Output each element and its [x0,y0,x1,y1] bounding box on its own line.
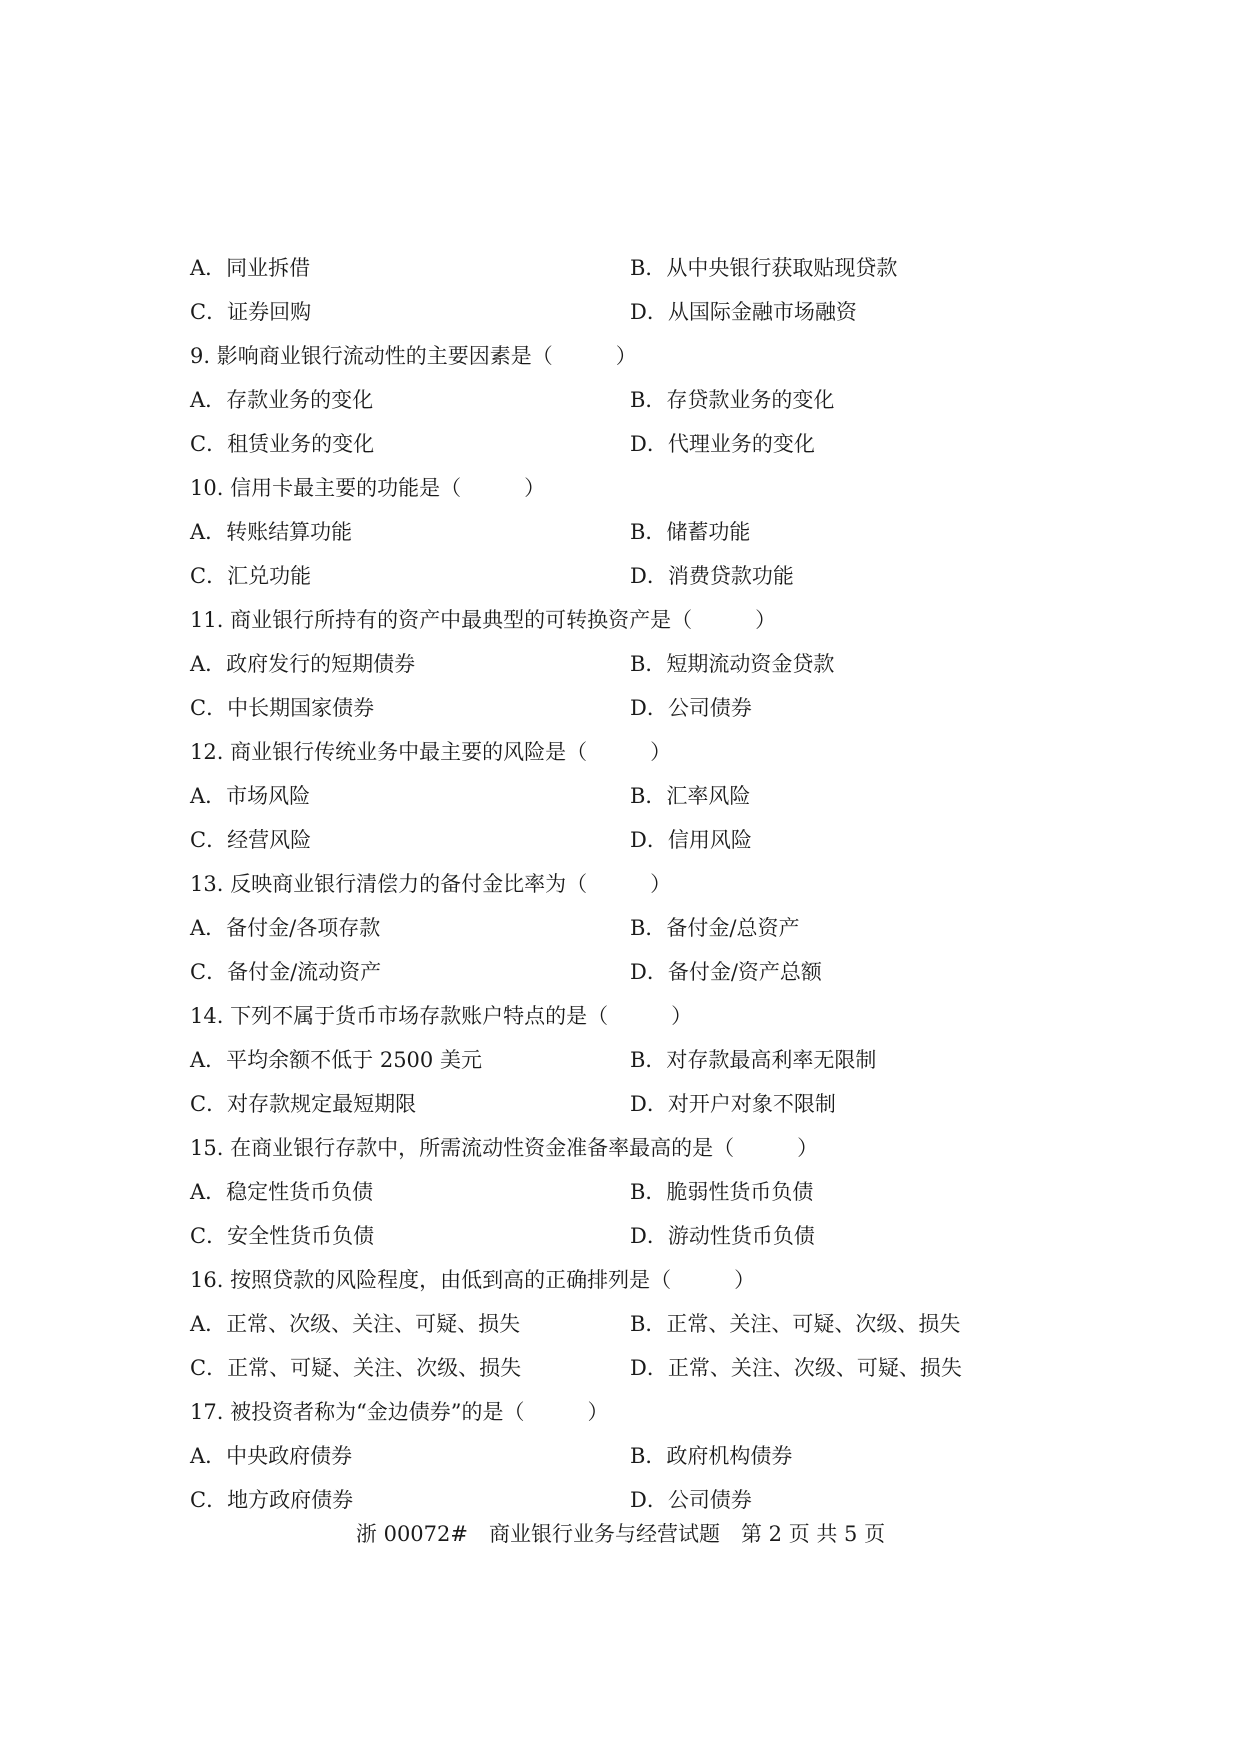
question-stem: 15. 在商业银行存款中，所需流动性资金准备率最高的是（ ） [190,1136,819,1160]
option-row [190,1170,1090,1214]
option-left: C．证券回购 [190,300,312,324]
question-stem: 9. 影响商业银行流动性的主要因素是（ ） [190,344,637,368]
option-left: A．正常、次级、关注、可疑、损失 [190,1312,521,1336]
question-stem: 13. 反映商业银行清偿力的备付金比率为（ ） [190,872,672,896]
option-left: C．备付金/流动资产 [190,960,382,984]
option-left: C．租赁业务的变化 [190,432,375,456]
option-row [190,1038,1090,1082]
question-stem: 12. 商业银行传统业务中最主要的风险是（ ） [190,740,672,764]
option-left: C．正常、可疑、关注、次级、损失 [190,1356,522,1380]
option-row [190,378,1090,422]
option-left: A．政府发行的短期债券 [190,652,416,676]
option-row [190,1346,1090,1390]
option-row [190,1434,1090,1478]
option-right: B．储蓄功能 [630,520,751,544]
option-row [190,422,1090,466]
option-row [190,906,1090,950]
option-right: D．正常、关注、次级、可疑、损失 [630,1356,962,1380]
option-left: A．市场风险 [190,784,311,808]
question-stem: 10. 信用卡最主要的功能是（ ） [190,476,546,500]
option-left: A．转账结算功能 [190,520,353,544]
option-left: A．同业拆借 [190,256,311,280]
question-stem: 11. 商业银行所持有的资产中最典型的可转换资产是（ ） [190,608,777,632]
option-right: B．脆弱性货币负债 [630,1180,814,1204]
option-left: A．稳定性货币负债 [190,1180,374,1204]
option-left: A．中央政府债券 [190,1444,353,1468]
option-row [190,1082,1090,1126]
option-right: D．游动性货币负债 [630,1224,815,1248]
option-left: C．地方政府债券 [190,1488,354,1512]
option-row [190,774,1090,818]
option-right: B．汇率风险 [630,784,751,808]
option-row [190,686,1090,730]
option-row [190,246,1090,290]
option-right: B．对存款最高利率无限制 [630,1048,877,1072]
question-stem: 16. 按照贷款的风险程度，由低到高的正确排列是（ ） [190,1268,756,1292]
option-row [190,510,1090,554]
option-left: C．中长期国家债券 [190,696,375,720]
page-footer: 浙 00072# 商业银行业务与经营试题 第 2 页 共 5 页 [355,1522,886,1546]
option-right: D．消费贷款功能 [630,564,794,588]
option-row [190,642,1090,686]
option-right: D．公司债券 [630,696,752,720]
option-left: C．对存款规定最短期限 [190,1092,417,1116]
option-right: B．备付金/总资产 [630,916,800,940]
option-right: B．存贷款业务的变化 [630,388,835,412]
option-right: D．代理业务的变化 [630,432,815,456]
option-right: D．对开户对象不限制 [630,1092,836,1116]
option-right: B．政府机构债券 [630,1444,793,1468]
option-left: A．存款业务的变化 [190,388,374,412]
option-right: B．从中央银行获取贴现贷款 [630,256,898,280]
option-right: D．信用风险 [630,828,752,852]
option-row [190,818,1090,862]
option-right: D．公司债券 [630,1488,752,1512]
option-left: C．安全性货币负债 [190,1224,375,1248]
option-left: A．备付金/各项存款 [190,916,381,940]
question-list [190,246,1090,1522]
option-right: B．正常、关注、可疑、次级、损失 [630,1312,961,1336]
option-left: A．平均余额不低于 2500 美元 [190,1048,482,1072]
option-left: C．汇兑功能 [190,564,312,588]
option-row [190,554,1090,598]
option-row [190,1214,1090,1258]
option-right: D．备付金/资产总额 [630,960,822,984]
option-row [190,950,1090,994]
option-row [190,1302,1090,1346]
question-stem: 14. 下列不属于货币市场存款账户特点的是（ ） [190,1004,693,1028]
option-right: B．短期流动资金贷款 [630,652,835,676]
option-right: D．从国际金融市场融资 [630,300,857,324]
option-row [190,290,1090,334]
question-stem: 17. 被投资者称为“金边债券”的是（ ） [190,1400,609,1424]
option-left: C．经营风险 [190,828,312,852]
